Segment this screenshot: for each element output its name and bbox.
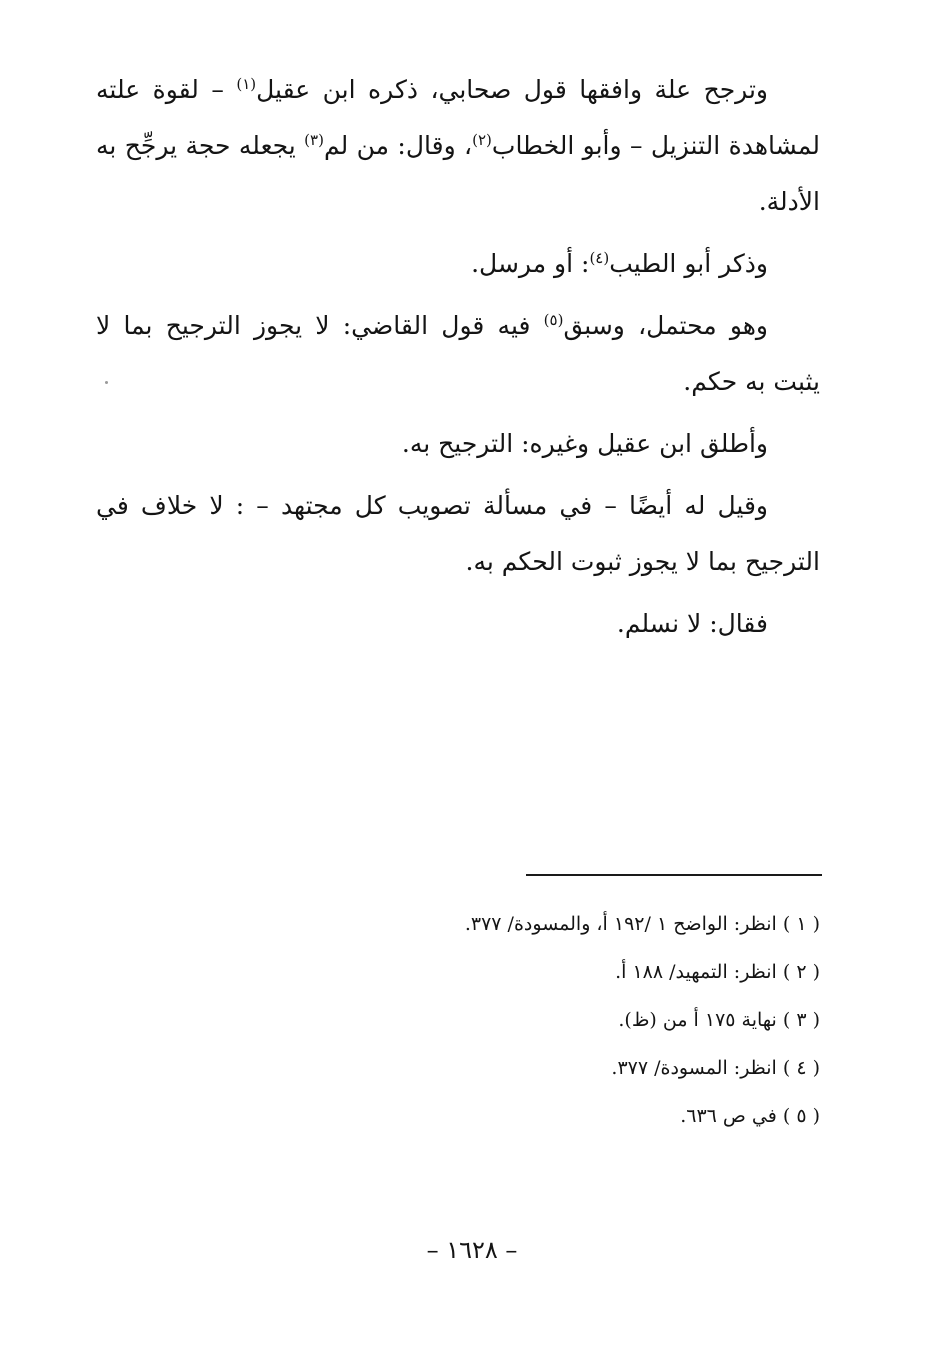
footnote-ref: (٣) [304, 131, 324, 149]
paragraph-text: : أو مرسل. [471, 249, 590, 278]
paragraph-text: وقيل له أيضًا – في مسألة تصويب كل مجتهد – : لا خلاف في الترجيح بما لا يجوز ثبوت الحكم به. [96, 491, 820, 576]
footnote-ref: (٢) [472, 131, 492, 149]
footnote-4: ( ٤ ) انظر: المسودة/ ٣٧٧. [611, 1057, 820, 1079]
footnote-2: ( ٢ ) انظر: التمهيد/ ١٨٨ أ. [615, 961, 820, 983]
paragraph-text: وترجح علة وافقها قول صحابي، ذكره ابن عقيل [256, 75, 768, 104]
paragraph [96, 416, 820, 472]
footnote-5: ( ٥ ) في ص ٦٣٦. [680, 1105, 820, 1127]
paragraph [96, 236, 820, 292]
paragraph [96, 596, 820, 652]
footnote-3: ( ٣ ) نهاية ١٧٥ أ من (ظ). [618, 1009, 820, 1031]
paragraph-text: يجعله حجة يرجِّح به الأدلة. [96, 131, 820, 216]
footnote-ref: (٥) [543, 311, 564, 329]
footnote-ref: (١) [236, 75, 257, 93]
paragraph-text: ، وقال: من لم [323, 131, 473, 160]
footnote-1: ( ١ ) انظر: الواضح ١ /١٩٢ أ، والمسودة/ ٣٧٧. [464, 913, 820, 935]
footnote-ref: (٤) [589, 249, 610, 267]
footnotes [380, 900, 820, 1140]
paragraph-text: وهو محتمل، وسبق [563, 311, 768, 340]
paragraph-text: – لقوة علته لمشاهدة التنزيل – وأبو الخطاب [96, 75, 820, 160]
paragraph-text: وذكر أبو الطيب [609, 249, 768, 278]
paragraph [96, 478, 820, 590]
paragraph-text: وأطلق ابن عقيل وغيره: الترجيح به. [401, 429, 768, 458]
paragraph-text: فيه قول القاضي: لا يجوز الترجيح بما لا يثبت به حكم. [96, 311, 820, 396]
scan-speck [105, 381, 108, 384]
page-number: – ١٦٢٨ – [426, 1236, 518, 1264]
paragraph-text: فقال: لا نسلم. [616, 609, 768, 638]
paragraph [96, 62, 820, 230]
main-text [96, 62, 820, 652]
paragraph [96, 298, 820, 410]
footnote-separator [526, 874, 822, 876]
